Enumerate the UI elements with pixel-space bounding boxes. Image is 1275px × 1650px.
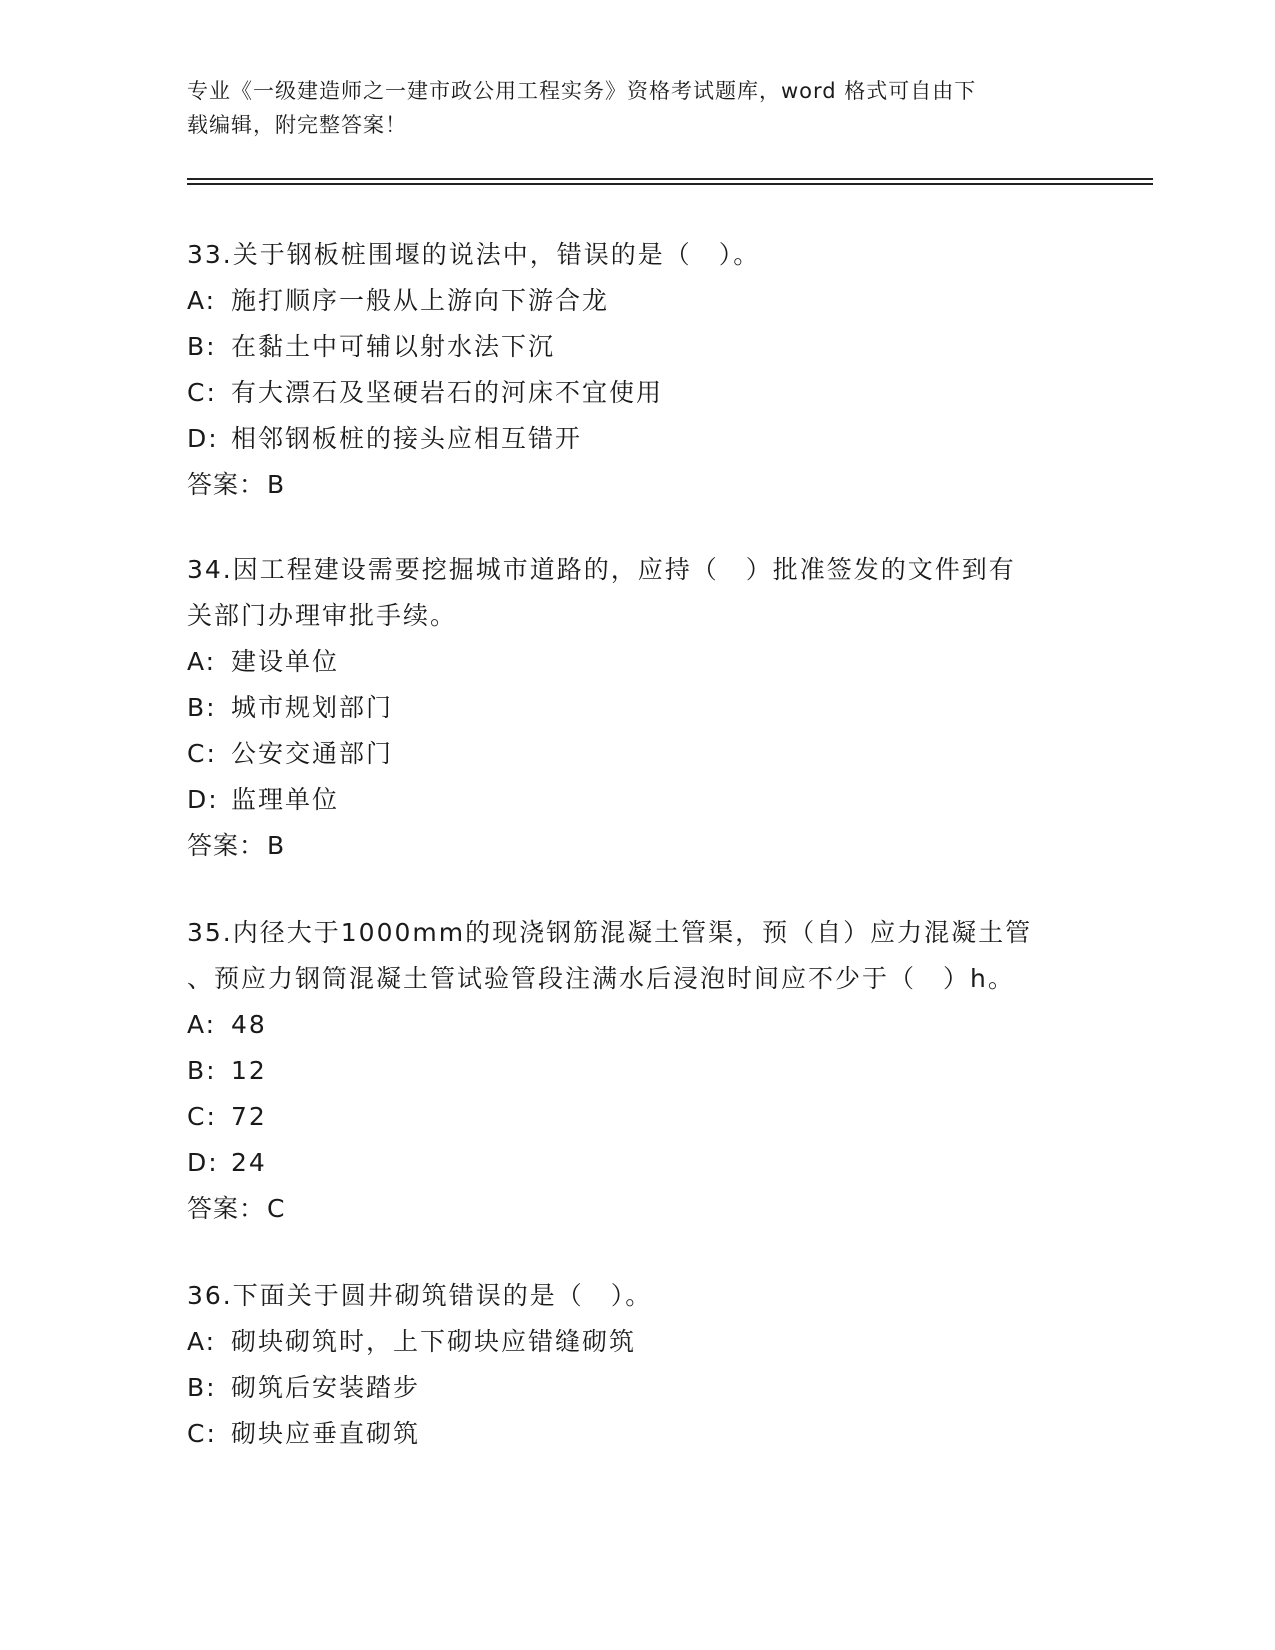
option-letter: D:	[187, 1148, 219, 1177]
document-header	[187, 74, 1067, 142]
answer-label: 答案：	[187, 831, 266, 860]
option-text: 砌块应垂直砌筑	[231, 1419, 421, 1448]
option-text: 砌块砌筑时，上下砌块应错缝砌筑	[231, 1327, 637, 1356]
option-letter: D:	[187, 424, 219, 453]
option-b	[187, 1365, 1087, 1411]
option-text: 在黏土中可辅以射水法下沉	[231, 332, 556, 361]
option-letter: D:	[187, 785, 219, 814]
option-letter: B:	[187, 1056, 217, 1085]
option-text: 公安交通部门	[231, 739, 394, 768]
answer-line	[187, 823, 1087, 869]
option-letter: B:	[187, 1373, 217, 1402]
option-c	[187, 1411, 1087, 1457]
answer-line	[187, 1186, 1087, 1232]
question-36	[187, 1273, 1087, 1457]
answer-line	[187, 462, 1087, 508]
option-letter: C:	[187, 739, 217, 768]
option-text: 相邻钢板桩的接头应相互错开	[231, 424, 583, 453]
answer-label: 答案：	[187, 1194, 266, 1223]
header-line-2: 载编辑，附完整答案！	[187, 113, 407, 137]
header-divider-bottom	[187, 183, 1153, 185]
question-34	[187, 547, 1087, 869]
option-letter: C:	[187, 1102, 217, 1131]
header-divider-top	[187, 178, 1153, 180]
option-text: 48	[231, 1010, 267, 1039]
option-text: 砌筑后安装踏步	[231, 1373, 421, 1402]
option-text: 有大漂石及坚硬岩石的河床不宜使用	[231, 378, 664, 407]
question-stem-continued: 、预应力钢筒混凝土管试验管段注满水后浸泡时间应不少于（ ）h。	[187, 964, 1015, 993]
option-letter: A:	[187, 286, 217, 315]
question-stem: 34.因工程建设需要挖掘城市道路的，应持（ ）批准签发的文件到有	[187, 555, 1016, 584]
option-text: 24	[231, 1148, 267, 1177]
option-b	[187, 1048, 1087, 1094]
option-text: 城市规划部门	[231, 693, 394, 722]
question-33	[187, 232, 1087, 508]
option-text: 监理单位	[231, 785, 340, 814]
option-c	[187, 731, 1087, 777]
option-letter: A:	[187, 1010, 217, 1039]
answer-value: B	[267, 831, 286, 860]
option-letter: C:	[187, 1419, 217, 1448]
option-text: 施打顺序一般从上游向下游合龙	[231, 286, 610, 315]
option-d	[187, 1140, 1087, 1186]
question-stem: 36.下面关于圆井砌筑错误的是（ ）。	[187, 1281, 653, 1310]
option-text: 建设单位	[231, 647, 340, 676]
option-letter: C:	[187, 378, 217, 407]
option-a	[187, 1002, 1087, 1048]
option-b	[187, 324, 1087, 370]
option-letter: B:	[187, 332, 217, 361]
option-b	[187, 685, 1087, 731]
question-35	[187, 910, 1087, 1232]
option-letter: A:	[187, 1327, 217, 1356]
option-text: 12	[231, 1056, 267, 1085]
option-a	[187, 1319, 1087, 1365]
answer-value: B	[267, 470, 286, 499]
question-stem: 33.关于钢板桩围堰的说法中，错误的是（ ）。	[187, 240, 761, 269]
answer-label: 答案：	[187, 470, 266, 499]
option-c	[187, 370, 1087, 416]
option-d	[187, 777, 1087, 823]
option-a	[187, 639, 1087, 685]
option-a	[187, 278, 1087, 324]
option-letter: A:	[187, 647, 217, 676]
header-line-1: 专业《一级建造师之一建市政公用工程实务》资格考试题库，word 格式可自由下	[187, 79, 977, 103]
question-stem: 35.内径大于1000mm的现浇钢筋混凝土管渠，预（自）应力混凝土管	[187, 918, 1033, 947]
option-d	[187, 416, 1087, 462]
option-text: 72	[231, 1102, 267, 1131]
option-c	[187, 1094, 1087, 1140]
option-letter: B:	[187, 693, 217, 722]
question-stem-continued: 关部门办理审批手续。	[187, 601, 458, 630]
answer-value: C	[267, 1194, 286, 1223]
